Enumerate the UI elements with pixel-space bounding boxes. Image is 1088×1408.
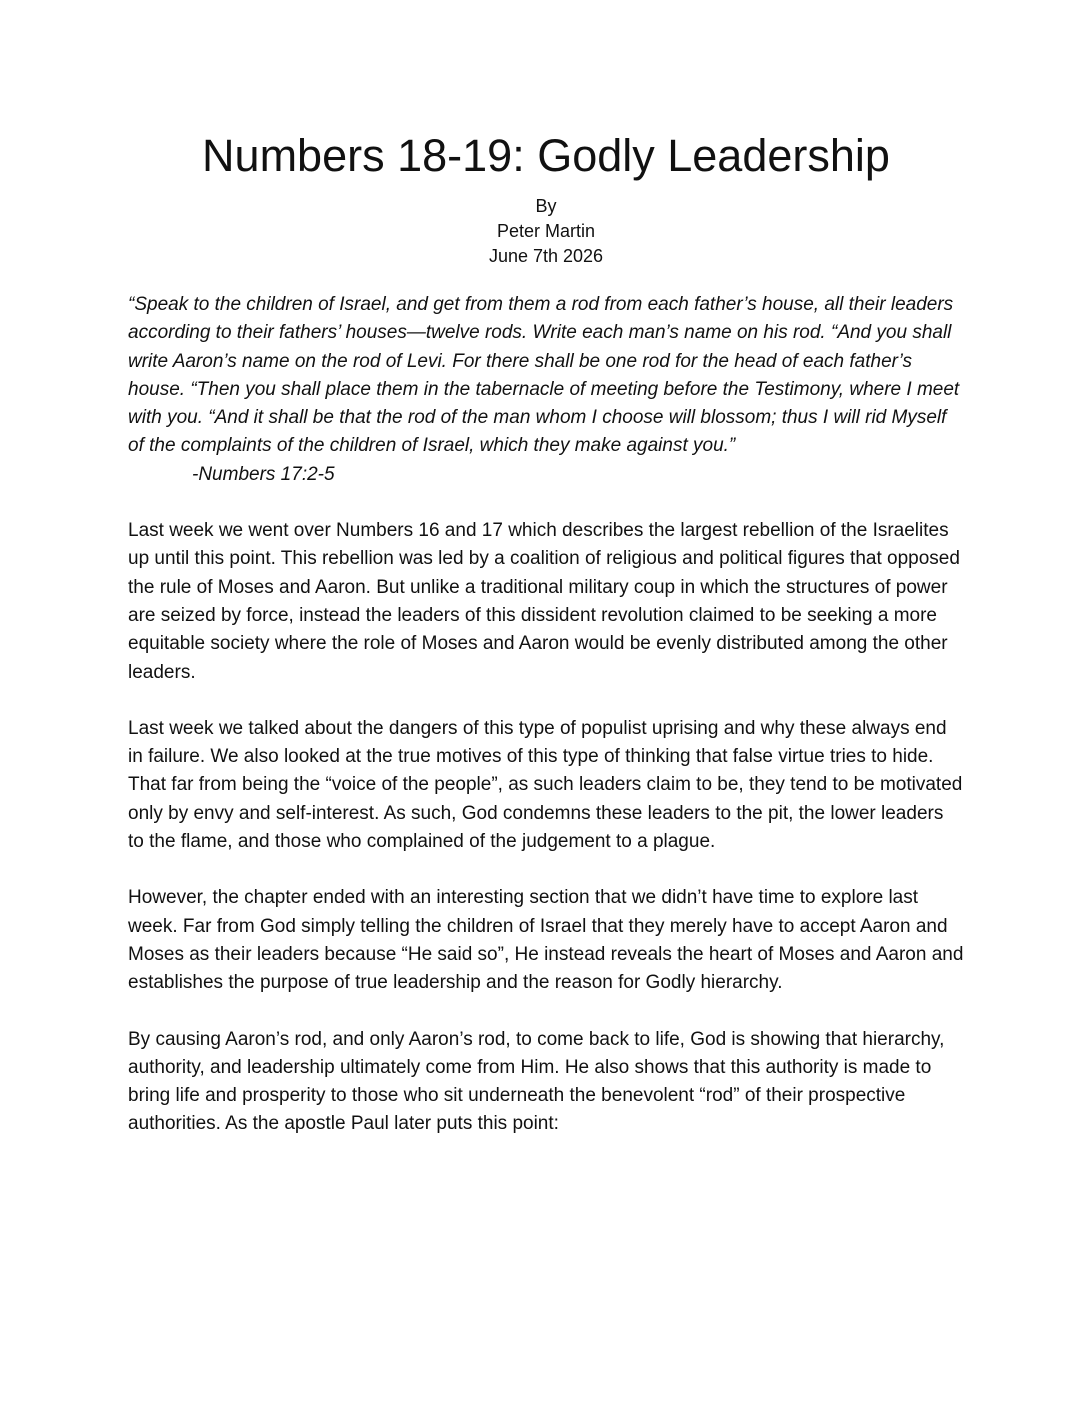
byline	[128, 194, 964, 269]
paragraph-2: Last week we talked about the dangers of this type of populist uprising and why these always end in failure. We also looked at the true motives of this type of thinking that false virtue tries to hide. That far from being the “voice of the people”, as such leaders claim to be, they tend to be motivated only by envy and self-interest. As such, God condemns these leaders to the pit, the lower leaders to the flame, and those who complained of the judgement to a plague.	[128, 717, 963, 853]
byline-date: June 7th 2026	[488, 246, 604, 266]
byline-author: Peter Martin	[496, 221, 596, 241]
document-page	[128, 128, 964, 1139]
document-title: Numbers 18-19: Godly Leadership	[202, 130, 890, 181]
paragraph-1: Last week we went over Numbers 16 and 17 which describes the largest rebellion of the Israelites up until this point. This rebellion was led by a coalition of religious and political figures that opposed the rule of Moses and Aaron. But unlike a traditional military coup in which the structures of power are seized by force, instead the leaders of this dissident revolution claimed to be seeking a more equitable society where the role of Moses and Aaron would be evenly distributed among the other leaders.	[128, 520, 960, 683]
paragraph-3: However, the chapter ended with an interesting section that we didn’t have time to explore last week. Far from God simply telling the children of Israel that they merely have to accept Aaron and Moses as their leaders because “He said so”, He instead reveals the heart of Moses and Aaron and establishes the purpose of true leadership and the reason for Godly hierarchy.	[128, 887, 964, 994]
byline-by: By	[535, 196, 557, 216]
epigraph-citation: -Numbers 17:2-5	[192, 463, 335, 485]
paragraph-4: By causing Aaron’s rod, and only Aaron’s rod, to come back to life, God is showing that hierarchy, authority, and leadership ultimately come from Him. He also shows that this authority is made to bring life and prosperity to those who sit underneath the benevolent “rod” of their prospective authorities. As the apostle Paul later puts this point:	[128, 1028, 945, 1135]
epigraph-quote: “Speak to the children of Israel, and get from them a rod from each father’s house, all their leaders according to their fathers’ houses—twelve rods. Write each man’s name on his rod. “And you shall write Aaron’s name on the rod of Levi. For there shall be one rod for the head of each father’s house. “Then you shall place them in the tabernacle of meeting before the Testimony, where I meet with you. “And it shall be that the rod of the man whom I choose will blossom; thus I will rid Myself of the complaints of the children of Israel, which they make against you.”	[128, 294, 960, 457]
